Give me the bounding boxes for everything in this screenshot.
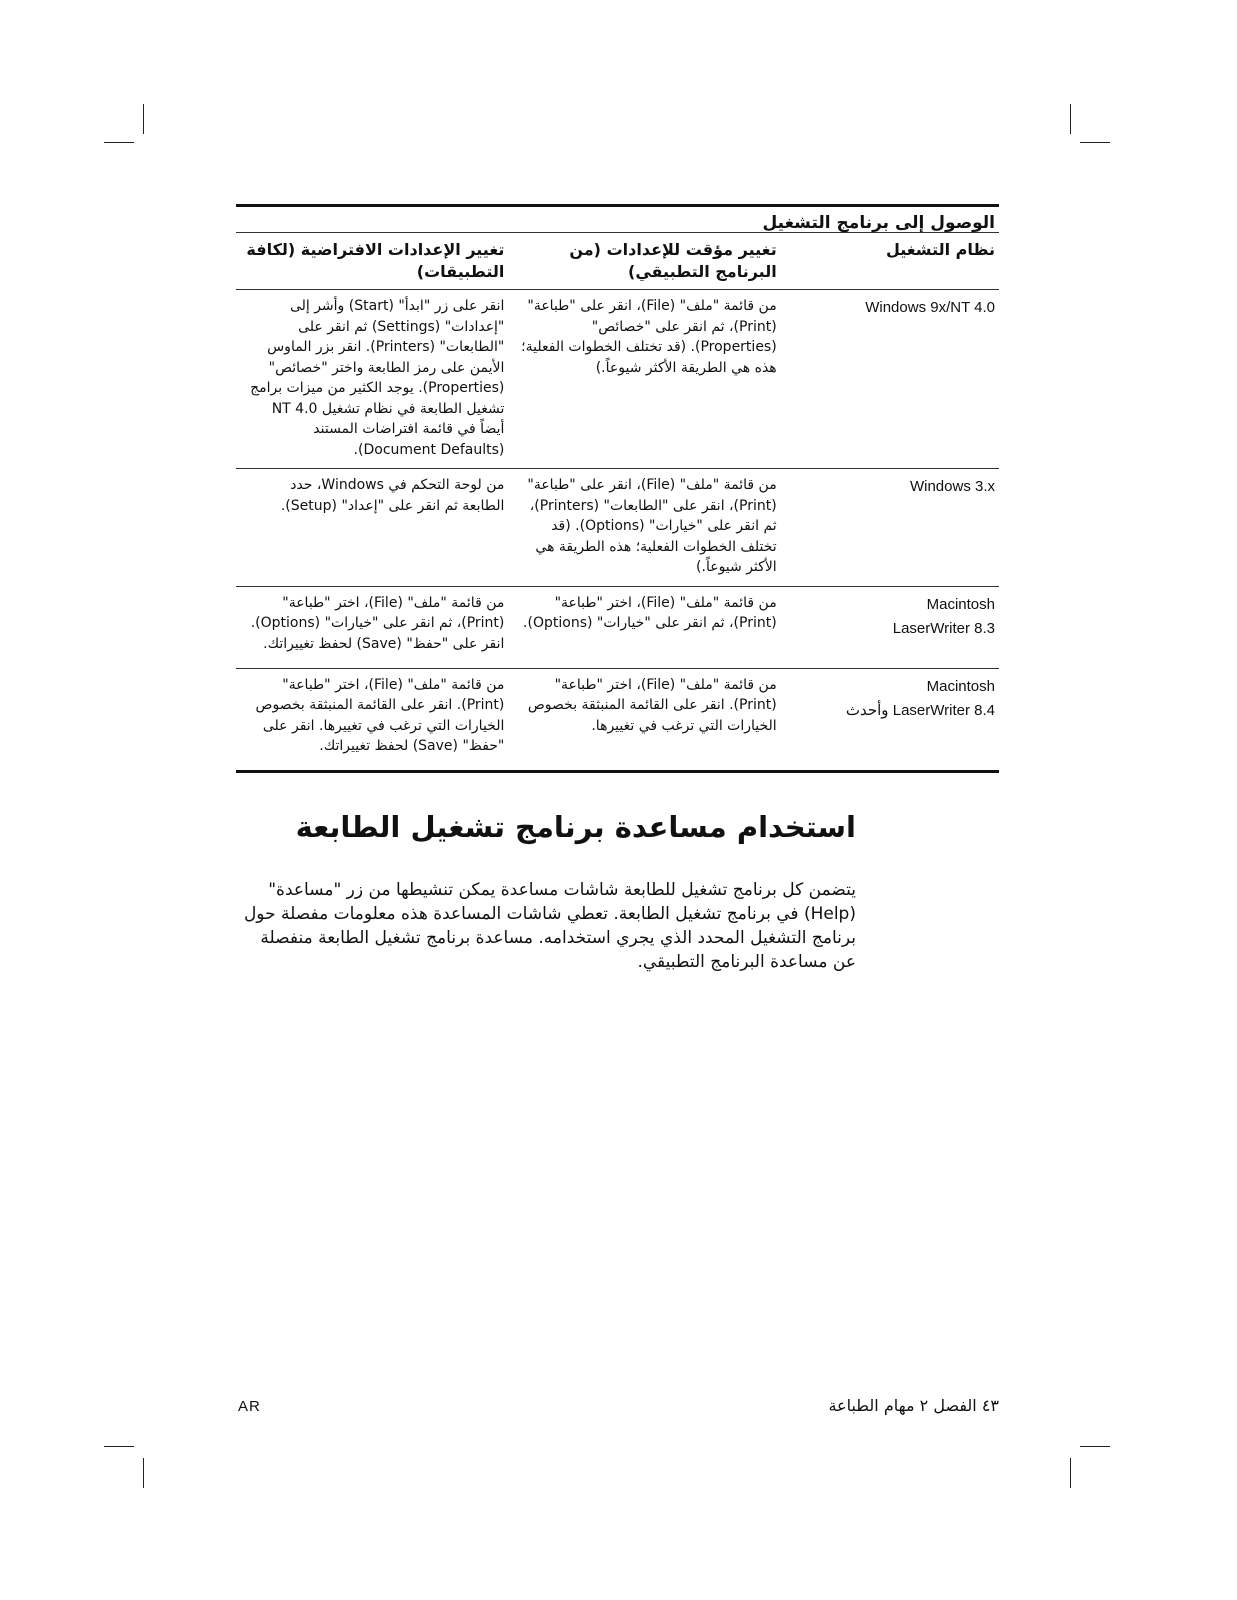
driver-table	[236, 233, 999, 770]
crop-mark	[1080, 142, 1110, 143]
crop-mark	[104, 142, 134, 143]
header-default: تغيير الإعدادات الافتراضية (لكافة التطبيقات)	[236, 233, 508, 290]
os-cell	[781, 469, 999, 587]
os-name: Windows 9x/NT 4.0	[865, 299, 995, 316]
os-cell	[781, 290, 999, 469]
os-version: LaserWriter 8.3	[892, 619, 995, 637]
table-header-row	[236, 233, 999, 290]
temp-cell: من قائمة "ملف" (File)، انقر على "طباعة" (Print)، انقر على "الطابعات" (Printers)، ثم انقر على "خيارات" (Options). (قد تختلف الخطوات الفعلية؛ هذه الطريقة هي الأكثر شيوعاً.)	[508, 469, 780, 587]
table-row	[236, 586, 999, 668]
temp-cell: من قائمة "ملف" (File)، انقر على "طباعة" (Print)، ثم انقر على "خصائص" (Properties). (قد تختلف الخطوات الفعلية؛ هذه هي الطريقة الأكثر شيوعاً.)	[508, 290, 780, 469]
header-os: نظام التشغيل	[781, 233, 999, 290]
os-version: LaserWriter 8.4 وأحدث	[845, 701, 995, 719]
os-name: Macintosh	[926, 677, 995, 695]
crop-mark	[104, 1446, 134, 1447]
os-name: Macintosh	[926, 595, 995, 613]
default-cell: من قائمة "ملف" (File)، اختر "طباعة" (Print). انقر على القائمة المنبثقة بخصوص الخيارات التي ترغب في تغييرها. انقر على "حفظ" (Save) لحفظ تغييراتك.	[255, 676, 505, 754]
table-title: الوصول إلى برنامج التشغيل	[236, 207, 999, 233]
default-cell: من لوحة التحكم في Windows، حدد الطابعة ثم انقر على "إعداد" (Setup).	[236, 469, 508, 587]
crop-mark	[1070, 104, 1071, 134]
os-cell	[781, 668, 999, 770]
os-name: Windows 3.x	[909, 478, 995, 495]
temp-cell: من قائمة "ملف" (File)، اختر "طباعة" (Print)، ثم انقر على "خيارات" (Options).	[508, 586, 780, 668]
crop-mark	[1080, 1446, 1110, 1447]
temp-cell: من قائمة "ملف" (File)، اختر "طباعة" (Print). انقر على القائمة المنبثقة بخصوص الخيارات التي ترغب في تغييرها.	[527, 676, 777, 734]
crop-mark	[143, 1458, 144, 1488]
header-temporary: تغيير مؤقت للإعدادات (من البرنامج التطبيقي)	[508, 233, 780, 290]
footer-page-info: ٤٣ الفصل ٢ مهام الطباعة	[828, 1396, 999, 1415]
footer-language-code: AR	[238, 1398, 261, 1415]
default-cell: من قائمة "ملف" (File)، اختر "طباعة" (Print)، ثم انقر على "خيارات" (Options). انقر على "حفظ" (Save) لحفظ تغييراتك.	[236, 586, 508, 668]
table-row	[236, 668, 999, 770]
driver-access-table	[236, 204, 999, 773]
crop-mark	[143, 104, 144, 134]
table-row	[236, 469, 999, 587]
table-row	[236, 290, 999, 469]
crop-mark	[1070, 1458, 1071, 1488]
section-heading: استخدام مساعدة برنامج تشغيل الطابعة	[295, 810, 856, 844]
section-paragraph: يتضمن كل برنامج تشغيل للطابعة شاشات مساعدة يمكن تنشيطها من زر "مساعدة" (Help) في برنامج تشغيل الطابعة. تعطي شاشات المساعدة هذه معلومات مفصلة حول برنامج التشغيل المحدد الذي يجري استخدامه. مساعدة برنامج تشغيل الطابعة منفصلة عن مساعدة البرنامج التطبيقي.	[243, 880, 856, 972]
default-cell: انقر على زر "ابدأ" (Start) وأشر إلى "إعدادات" (Settings) ثم انقر على "الطابعات" (Printers). انقر بزر الماوس الأيمن على رمز الطابعة واختر "خصائص" (Properties). يوجد الكثير من ميزات برامج تشغيل الطابعة في نظام تشغيل NT 4.0 أيضاً في قائمة افتراضات المستند (Document Defaults).	[236, 290, 508, 469]
os-cell	[781, 586, 999, 668]
